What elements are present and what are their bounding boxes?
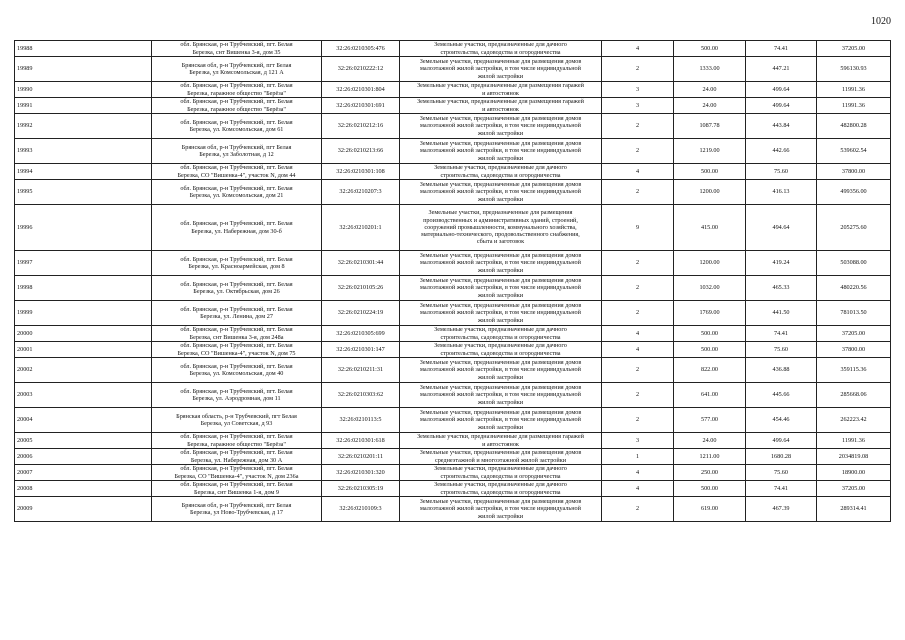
cadastral-number-cell: 32:26:0210305:699 <box>322 326 400 342</box>
area-cell: 822.00 <box>674 358 746 383</box>
cadastral-number-cell: 32:26:0210301:44 <box>322 251 400 276</box>
use-group-cell: 1 <box>602 449 674 465</box>
table-row <box>15 205 891 251</box>
use-group-cell: 3 <box>602 82 674 98</box>
cadastral-value-table <box>14 40 891 522</box>
specific-value-cell: 416.13 <box>746 180 817 205</box>
cadastral-number-cell: 32:26:0210301:804 <box>322 82 400 98</box>
row-number-cell: 20001 <box>15 342 152 358</box>
cadastral-number-cell: 32:26:0210105:26 <box>322 276 400 301</box>
permitted-use-cell: Земельные участки, предназначенные для размещения домов малоэтажной жилой застройки, в том числе индивидуальной жилой застройки <box>400 139 602 164</box>
table-row <box>15 57 891 82</box>
area-cell: 500.00 <box>674 164 746 180</box>
cadastral-value-cell: 18900.00 <box>817 465 891 481</box>
page-number: 1020 <box>871 16 891 27</box>
cadastral-value-cell: 539602.54 <box>817 139 891 164</box>
area-cell: 577.00 <box>674 408 746 433</box>
row-number-cell: 19988 <box>15 41 152 57</box>
cadastral-value-cell: 37800.00 <box>817 342 891 358</box>
cadastral-number-cell: 32:26:0210305:476 <box>322 41 400 57</box>
table-row <box>15 164 891 180</box>
address-cell: обл. Брянская, р-н Трубчевский, пгт. Белая Березка, гаражное общество "Берёза" <box>152 433 322 449</box>
cadastral-number-cell: 32:26:0210301:320 <box>322 465 400 481</box>
permitted-use-cell: Земельные участки, предназначенные для дачного строительства, садоводства и огородничества <box>400 481 602 497</box>
permitted-use-cell: Земельные участки, предназначенные для дачного строительства, садоводства и огородничества <box>400 326 602 342</box>
permitted-use-cell: Земельные участки, предназначенные для размещения домов малоэтажной жилой застройки, в том числе индивидуальной жилой застройки <box>400 383 602 408</box>
area-cell: 500.00 <box>674 481 746 497</box>
use-group-cell: 2 <box>602 408 674 433</box>
use-group-cell: 2 <box>602 180 674 205</box>
address-cell: обл. Брянская, р-н Трубчевский, пгт. Белая Березка, ул. Ленина, дом 27 <box>152 301 322 326</box>
permitted-use-cell: Земельные участки, предназначенные для размещения домов малоэтажной жилой застройки, в том числе индивидуальной жилой застройки <box>400 408 602 433</box>
cadastral-value-cell: 37205.00 <box>817 41 891 57</box>
cadastral-value-cell: 11991.36 <box>817 98 891 114</box>
specific-value-cell: 443.84 <box>746 114 817 139</box>
cadastral-value-cell: 596130.93 <box>817 57 891 82</box>
address-cell: обл. Брянская, р-н Трубчевский, пгт. Белая Березка, ул. Комсомольская, дом 40 <box>152 358 322 383</box>
specific-value-cell: 74.41 <box>746 481 817 497</box>
use-group-cell: 3 <box>602 433 674 449</box>
specific-value-cell: 441.50 <box>746 301 817 326</box>
table-row <box>15 276 891 301</box>
address-cell: обл. Брянская, р-н Трубчевский, пгт. Белая Березка, ул. Набережная, дом 30-б <box>152 205 322 251</box>
cadastral-value-cell: 285668.06 <box>817 383 891 408</box>
specific-value-cell: 447.21 <box>746 57 817 82</box>
cadastral-number-cell: 32:26:0210211:31 <box>322 358 400 383</box>
address-cell: обл. Брянская, р-н Трубчевский, пгт. Белая Березка, ул. Октябрьская, дом 26 <box>152 276 322 301</box>
table-body <box>15 41 891 522</box>
table-row <box>15 342 891 358</box>
permitted-use-cell: Земельные участки, предназначенные для размещения домов малоэтажной жилой застройки, в том числе индивидуальной жилой застройки <box>400 301 602 326</box>
permitted-use-cell: Земельные участки, предназначенные для дачного строительства, садоводства и огородничества <box>400 164 602 180</box>
specific-value-cell: 1680.28 <box>746 449 817 465</box>
address-cell: Брянская обл, р-н Трубчевский, пгт Белая Березка, ул Комсомольская, д 121 А <box>152 57 322 82</box>
area-cell: 250.00 <box>674 465 746 481</box>
table-row <box>15 180 891 205</box>
specific-value-cell: 499.64 <box>746 82 817 98</box>
table-row <box>15 465 891 481</box>
specific-value-cell: 499.64 <box>746 98 817 114</box>
row-number-cell: 19999 <box>15 301 152 326</box>
area-cell: 24.00 <box>674 98 746 114</box>
specific-value-cell: 74.41 <box>746 41 817 57</box>
address-cell: обл. Брянская, р-н Трубчевский, пгт. Белая Березка, гаражное общество "Берёза" <box>152 98 322 114</box>
row-number-cell: 19997 <box>15 251 152 276</box>
use-group-cell: 2 <box>602 383 674 408</box>
table-row <box>15 326 891 342</box>
cadastral-value-cell: 37800.00 <box>817 164 891 180</box>
specific-value-cell: 465.33 <box>746 276 817 301</box>
use-group-cell: 2 <box>602 251 674 276</box>
specific-value-cell: 75.60 <box>746 342 817 358</box>
cadastral-value-cell: 482800.28 <box>817 114 891 139</box>
cadastral-value-cell: 499356.00 <box>817 180 891 205</box>
permitted-use-cell: Земельные участки, предназначенные для размещения производственных и административных зданий, строений, сооружений промышленности, коммунального хозяйства, материально-технического, продовольственного снабжения, сбыта и заготовок <box>400 205 602 251</box>
address-cell: обл. Брянская, р-н Трубчевский, пгт. Белая Березка, снт Вишенка 3-я, дом 248а <box>152 326 322 342</box>
cadastral-value-cell: 37205.00 <box>817 326 891 342</box>
area-cell: 1087.78 <box>674 114 746 139</box>
specific-value-cell: 454.46 <box>746 408 817 433</box>
permitted-use-cell: Земельные участки, предназначенные для дачного строительства, садоводства и огородничества <box>400 41 602 57</box>
use-group-cell: 2 <box>602 57 674 82</box>
row-number-cell: 20007 <box>15 465 152 481</box>
cadastral-value-cell: 480220.56 <box>817 276 891 301</box>
cadastral-number-cell: 32:26:0210109:3 <box>322 497 400 522</box>
row-number-cell: 19991 <box>15 98 152 114</box>
permitted-use-cell: Земельные участки, предназначенные для размещения гаражей и автостоянок <box>400 98 602 114</box>
table-row <box>15 139 891 164</box>
row-number-cell: 20000 <box>15 326 152 342</box>
row-number-cell: 20005 <box>15 433 152 449</box>
row-number-cell: 19992 <box>15 114 152 139</box>
permitted-use-cell: Земельные участки, предназначенные для дачного строительства, садоводства и огородничества <box>400 342 602 358</box>
specific-value-cell: 74.41 <box>746 326 817 342</box>
area-cell: 1200.00 <box>674 180 746 205</box>
specific-value-cell: 499.64 <box>746 433 817 449</box>
use-group-cell: 4 <box>602 164 674 180</box>
area-cell: 1032.00 <box>674 276 746 301</box>
area-cell: 500.00 <box>674 342 746 358</box>
cadastral-number-cell: 32:26:0210305:19 <box>322 481 400 497</box>
use-group-cell: 4 <box>602 326 674 342</box>
permitted-use-cell: Земельные участки, предназначенные для размещения домов малоэтажной жилой застройки, в том числе индивидуальной жилой застройки <box>400 358 602 383</box>
address-cell: обл. Брянская, р-н Трубчевский, пгт. Белая Березка, ул. Комсомольская, дом 61 <box>152 114 322 139</box>
address-cell: обл. Брянская, р-н Трубчевский, пгт. Белая Березка, снт Вишенка 3-я, дом 35 <box>152 41 322 57</box>
address-cell: обл. Брянская, р-н Трубчевский, пгт. Белая Березка, ул. Комсомольская, дом 21 <box>152 180 322 205</box>
use-group-cell: 4 <box>602 41 674 57</box>
area-cell: 24.00 <box>674 82 746 98</box>
cadastral-number-cell: 32:26:0210113:5 <box>322 408 400 433</box>
cadastral-number-cell: 32:26:0210301:691 <box>322 98 400 114</box>
cadastral-value-cell: 37205.00 <box>817 481 891 497</box>
address-cell: обл. Брянская, р-н Трубчевский, пгт. Белая Березка, СО "Вишенка-4", участок N, дом 44 <box>152 164 322 180</box>
table-row <box>15 41 891 57</box>
row-number-cell: 19995 <box>15 180 152 205</box>
table-row <box>15 497 891 522</box>
address-cell: обл. Брянская, р-н Трубчевский, пгт. Белая Березка, гаражное общество "Берёза" <box>152 82 322 98</box>
specific-value-cell: 442.66 <box>746 139 817 164</box>
row-number-cell: 19993 <box>15 139 152 164</box>
cadastral-number-cell: 32:26:0210201:1 <box>322 205 400 251</box>
use-group-cell: 4 <box>602 342 674 358</box>
permitted-use-cell: Земельные участки, предназначенные для размещения домов малоэтажной жилой застройки, в том числе индивидуальной жилой застройки <box>400 180 602 205</box>
cadastral-value-cell: 11991.36 <box>817 433 891 449</box>
area-cell: 1333.00 <box>674 57 746 82</box>
area-cell: 500.00 <box>674 326 746 342</box>
cadastral-value-cell: 781013.50 <box>817 301 891 326</box>
use-group-cell: 9 <box>602 205 674 251</box>
cadastral-number-cell: 32:26:0210303:62 <box>322 383 400 408</box>
cadastral-number-cell: 32:26:0210301:147 <box>322 342 400 358</box>
cadastral-number-cell: 32:26:0210301:108 <box>322 164 400 180</box>
cadastral-number-cell: 32:26:0210222:12 <box>322 57 400 82</box>
row-number-cell: 19989 <box>15 57 152 82</box>
permitted-use-cell: Земельные участки, предназначенные для дачного строительства, садоводства и огородничества <box>400 465 602 481</box>
cadastral-number-cell: 32:26:0210201:11 <box>322 449 400 465</box>
specific-value-cell: 436.88 <box>746 358 817 383</box>
address-cell: обл. Брянская, р-н Трубчевский, пгт. Белая Березка, ул. Красноармейская, дом 8 <box>152 251 322 276</box>
permitted-use-cell: Земельные участки, предназначенные для размещения гаражей и автостоянок <box>400 82 602 98</box>
row-number-cell: 20003 <box>15 383 152 408</box>
permitted-use-cell: Земельные участки, предназначенные для размещения домов малоэтажной жилой застройки, в том числе индивидуальной жилой застройки <box>400 251 602 276</box>
cadastral-value-cell: 289314.41 <box>817 497 891 522</box>
table-row <box>15 82 891 98</box>
cadastral-value-cell: 2034819.08 <box>817 449 891 465</box>
table-row <box>15 408 891 433</box>
permitted-use-cell: Земельные участки, предназначенные для размещения домов малоэтажной жилой застройки, в том числе индивидуальной жилой застройки <box>400 497 602 522</box>
cadastral-value-cell: 11991.36 <box>817 82 891 98</box>
use-group-cell: 2 <box>602 497 674 522</box>
address-cell: обл. Брянская, р-н Трубчевский, пгт. Белая Березка, СО "Вишенка-4", участок N, дом 75 <box>152 342 322 358</box>
use-group-cell: 2 <box>602 114 674 139</box>
specific-value-cell: 75.60 <box>746 164 817 180</box>
permitted-use-cell: Земельные участки, предназначенные для размещения домов малоэтажной жилой застройки, в том числе индивидуальной жилой застройки <box>400 114 602 139</box>
row-number-cell: 19996 <box>15 205 152 251</box>
row-number-cell: 19990 <box>15 82 152 98</box>
area-cell: 1200.00 <box>674 251 746 276</box>
area-cell: 1211.00 <box>674 449 746 465</box>
use-group-cell: 3 <box>602 98 674 114</box>
specific-value-cell: 419.24 <box>746 251 817 276</box>
cadastral-value-cell: 262223.42 <box>817 408 891 433</box>
row-number-cell: 20008 <box>15 481 152 497</box>
table-row <box>15 98 891 114</box>
table-row <box>15 383 891 408</box>
address-cell: Брянская обл, р-н Трубчевский, пгт Белая Березка, ул Ново-Трубчевская, д 17 <box>152 497 322 522</box>
specific-value-cell: 75.60 <box>746 465 817 481</box>
cadastral-value-cell: 503088.00 <box>817 251 891 276</box>
area-cell: 500.00 <box>674 41 746 57</box>
table-row <box>15 433 891 449</box>
permitted-use-cell: Земельные участки, предназначенные для размещения домов среднеэтажной и многоэтажной жилой застройки <box>400 449 602 465</box>
permitted-use-cell: Земельные участки, предназначенные для размещения гаражей и автостоянок <box>400 433 602 449</box>
address-cell: обл. Брянская, р-н Трубчевский, пгт. Белая Березка, ул. Набережная, дом 30 А <box>152 449 322 465</box>
address-cell: обл. Брянская, р-н Трубчевский, пгт. Белая Березка, СО "Вишенка-4", участок N, дом 236а <box>152 465 322 481</box>
area-cell: 1219.00 <box>674 139 746 164</box>
address-cell: Брянская область, р-н Трубчевский, пгт Белая Березка, ул Советская, д 93 <box>152 408 322 433</box>
cadastral-number-cell: 32:26:0210213:66 <box>322 139 400 164</box>
specific-value-cell: 445.66 <box>746 383 817 408</box>
use-group-cell: 4 <box>602 481 674 497</box>
use-group-cell: 2 <box>602 358 674 383</box>
area-cell: 24.00 <box>674 433 746 449</box>
cadastral-number-cell: 32:26:0210207:3 <box>322 180 400 205</box>
row-number-cell: 20004 <box>15 408 152 433</box>
address-cell: обл. Брянская, р-н Трубчевский, пгт. Белая Березка, снт Вишенка 1-я, дом 9 <box>152 481 322 497</box>
area-cell: 415.00 <box>674 205 746 251</box>
specific-value-cell: 494.64 <box>746 205 817 251</box>
table-row <box>15 114 891 139</box>
permitted-use-cell: Земельные участки, предназначенные для размещения домов малоэтажной жилой застройки, в том числе индивидуальной жилой застройки <box>400 276 602 301</box>
table-row <box>15 449 891 465</box>
table-row <box>15 251 891 276</box>
specific-value-cell: 467.39 <box>746 497 817 522</box>
use-group-cell: 2 <box>602 139 674 164</box>
row-number-cell: 19994 <box>15 164 152 180</box>
table-row <box>15 481 891 497</box>
row-number-cell: 20009 <box>15 497 152 522</box>
row-number-cell: 19998 <box>15 276 152 301</box>
cadastral-number-cell: 32:26:0210301:618 <box>322 433 400 449</box>
table-row <box>15 301 891 326</box>
permitted-use-cell: Земельные участки, предназначенные для размещения домов малоэтажной жилой застройки, в том числе индивидуальной жилой застройки <box>400 57 602 82</box>
use-group-cell: 2 <box>602 276 674 301</box>
cadastral-number-cell: 32:26:0210212:16 <box>322 114 400 139</box>
table-row <box>15 358 891 383</box>
use-group-cell: 2 <box>602 301 674 326</box>
cadastral-number-cell: 32:26:0210224:19 <box>322 301 400 326</box>
row-number-cell: 20002 <box>15 358 152 383</box>
area-cell: 641.00 <box>674 383 746 408</box>
cadastral-value-cell: 359115.36 <box>817 358 891 383</box>
use-group-cell: 4 <box>602 465 674 481</box>
address-cell: обл. Брянская, р-н Трубчевский, пгт. Белая Березка, ул. Аэродромная, дом 11 <box>152 383 322 408</box>
cadastral-value-cell: 205275.60 <box>817 205 891 251</box>
area-cell: 619.00 <box>674 497 746 522</box>
row-number-cell: 20006 <box>15 449 152 465</box>
area-cell: 1769.00 <box>674 301 746 326</box>
address-cell: Брянская обл, р-н Трубчевский, пгт Белая Березка, ул Заболотная, д 12 <box>152 139 322 164</box>
